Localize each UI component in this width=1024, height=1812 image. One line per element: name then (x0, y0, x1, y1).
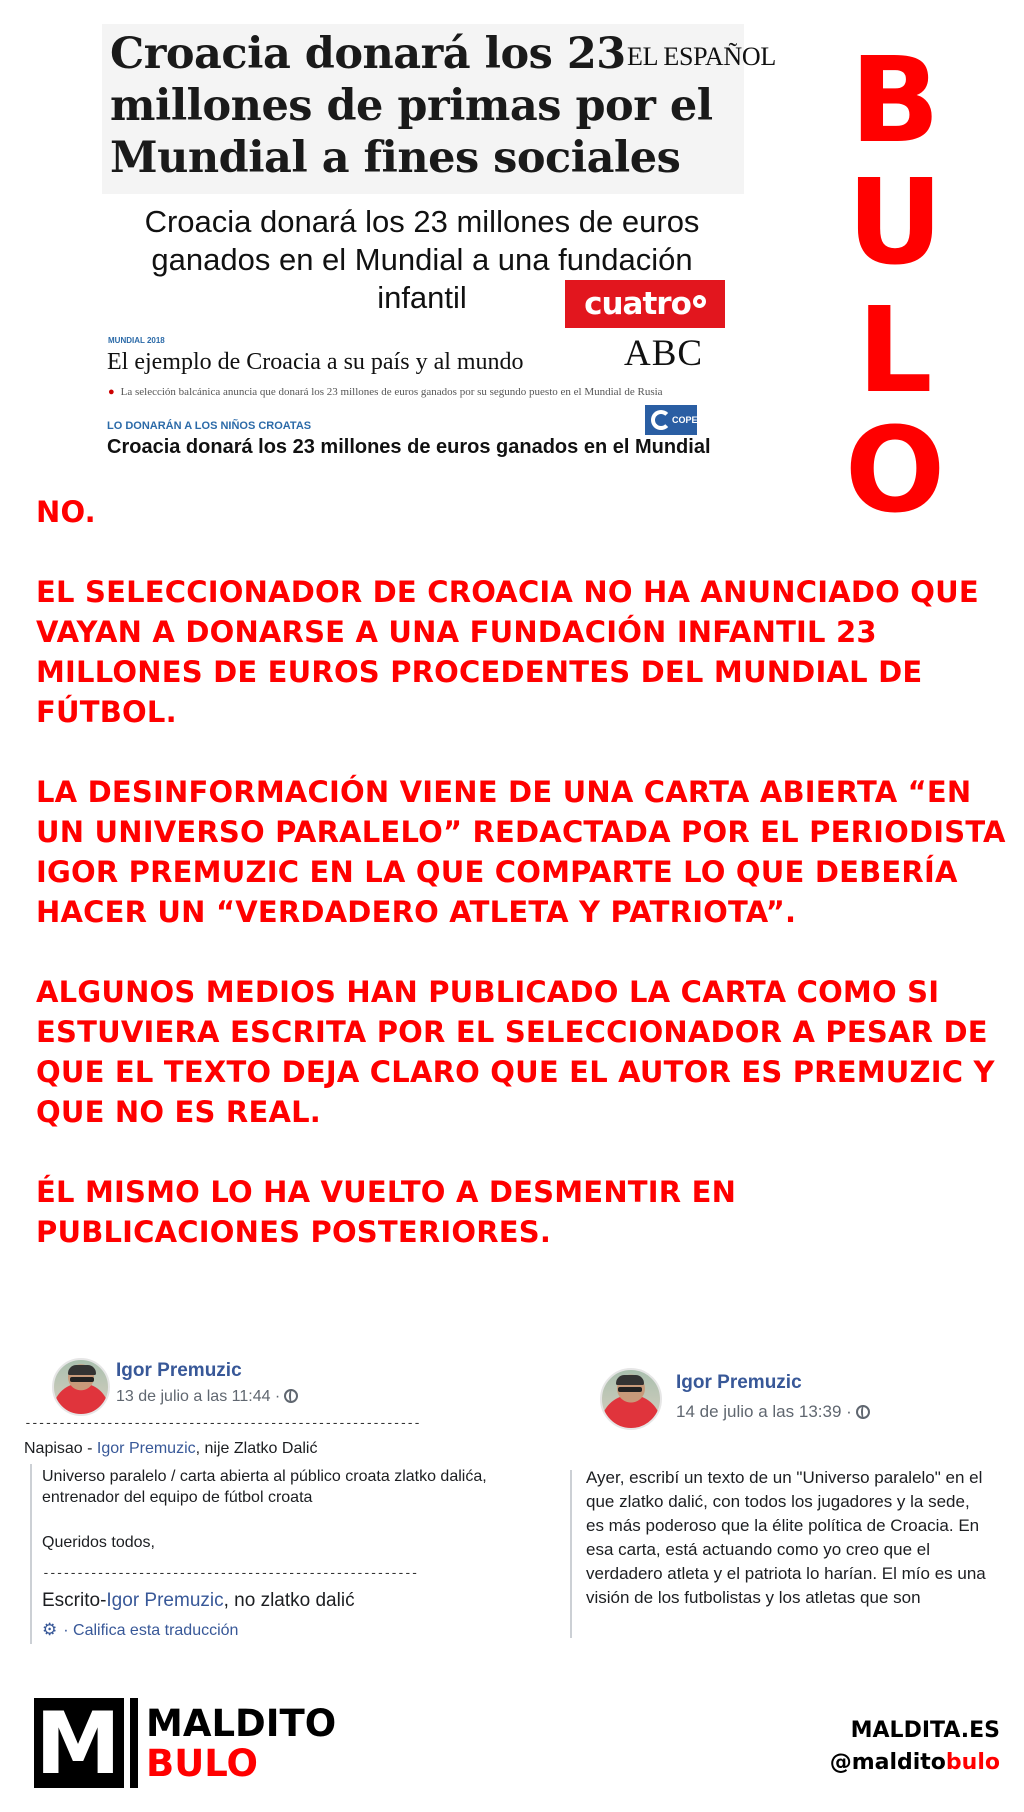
stamp-letter-u: U (847, 153, 943, 291)
stamp-letter-o: O (844, 401, 946, 539)
explanation-paragraph-3: ALGUNOS MEDIOS HAN PUBLICADO LA CARTA COMO SI ESTUVIERA ESCRITA POR EL SELECCIONADOR A PESAR DE QUE EL TEXTO DEJA CLARO QUE EL AUTOR ES PREMUZIC Y QUE NO ES REAL. (36, 975, 995, 1129)
stamp-letter-l: L (857, 281, 933, 419)
post1-quote: Universo paralelo / carta abierta al público croata zlatko dalića, entrenador del equipo de fútbol croata (42, 1468, 487, 1506)
twitter-handle: @malditobulo (829, 1750, 1000, 1775)
logo-word-bulo: BULO (146, 1742, 258, 1785)
cuatro-logo: cuatro (565, 280, 725, 328)
post1-date[interactable]: 13 de julio a las 11:44 · (116, 1388, 298, 1406)
abc-logo: ABC (624, 333, 704, 374)
post2-author-name[interactable]: Igor Premuzic (676, 1372, 802, 1393)
stamp-letter-b: B (850, 31, 940, 169)
post1-quote-bar (30, 1464, 32, 1644)
rate-translation-link[interactable]: ⚙ · Califica esta traducción (42, 1620, 239, 1639)
logo-letter: M (35, 1694, 121, 1794)
verdict-no: NO. (36, 495, 96, 529)
post1-byline-link[interactable]: Igor Premuzic (96, 1440, 196, 1457)
post2-date[interactable]: 14 de julio a las 13:39 · (676, 1402, 870, 1422)
explanation-paragraph-1: EL SELECCIONADOR DE CROACIA NO HA ANUNCIADO QUE VAYAN A DONARSE A UNA FUNDACIÓN INFANTIL 23 MILLONES DE EUROS PROCEDENTES DEL MUNDIAL DE FÚTBOL. (36, 575, 979, 729)
post2-text: Ayer, escribí un texto de un "Universo paralelo" en el que zlatko dalić, con todos los jugadores y la sede, es más poderoso que la élite política de Croacia. En esa carta, está actuando como yo creo que el verdadero atleta y el patriota lo harían. El mío es una visión de los futbolistas y los atletas que son (586, 1468, 986, 1607)
elespanol-headline: Croacia donará los 23 millones de primas por el Mundial a fines sociales (110, 29, 713, 183)
globe-icon (284, 1389, 298, 1403)
explanation-block (36, 492, 1006, 1252)
globe-icon (856, 1405, 870, 1419)
elespanol-logo: EL ESPAÑOL (627, 42, 776, 71)
explanation-paragraph-4: ÉL MISMO LO HA VUELTO A DESMENTIR EN PUBLICACIONES POSTERIORES. (36, 1175, 737, 1249)
post1-author-link[interactable]: Igor Premuzic (106, 1590, 224, 1611)
cope-kicker: LO DONARÁN A LOS NIÑOS CROATAS (107, 420, 312, 432)
post1-greeting: Queridos todos, (42, 1534, 155, 1551)
abc-headline: El ejemplo de Croacia a su país y al mundo (107, 349, 524, 375)
post2-avatar[interactable] (600, 1368, 662, 1430)
post1-avatar[interactable] (52, 1358, 110, 1416)
abc-subtitle: ● La selección balcánica anuncia que donará los 23 millones de euros ganados por su segundo puesto en el Mundial de Rusia (108, 386, 663, 398)
explanation-paragraph-2: LA DESINFORMACIÓN VIENE DE UNA CARTA ABIERTA “EN UN UNIVERSO PARALELO” REDACTADA POR EL PERIODISTA IGOR PREMUZIC EN LA QUE COMPARTE LO QUE DEBERÍA HACER UN “VERDADERO ATLETA Y PATRIOTA”. (36, 775, 1006, 929)
post1-author-name[interactable]: Igor Premuzic (116, 1360, 242, 1381)
site-url: MALDITA.ES (850, 1718, 1000, 1743)
cuatro-headline: Croacia donará los 23 millones de euros ganados en el Mundial a una fundación infantil (144, 204, 700, 315)
gear-icon: ⚙ (42, 1620, 58, 1639)
post1-author-line: Escrito-Igor Premuzic, no zlatko dalić (42, 1590, 355, 1611)
post1-byline: Napisao - Igor Premuzic, nije Zlatko Dalić (24, 1440, 318, 1457)
post1-divider-bottom: ------------------------------------------------------- (42, 1566, 418, 1581)
abc-kicker: MUNDIAL 2018 (108, 336, 165, 345)
maldito-bulo-logo-mark (34, 1694, 138, 1794)
logo-word-maldito: MALDITO (146, 1702, 337, 1745)
cope-logo: COPE (645, 405, 697, 435)
cope-headline: Croacia donará los 23 millones de euros ganados en el Mundial (107, 436, 711, 458)
post2-quote-bar (570, 1470, 572, 1638)
post1-divider-top: ---------------------------------------------------------- (24, 1416, 420, 1431)
